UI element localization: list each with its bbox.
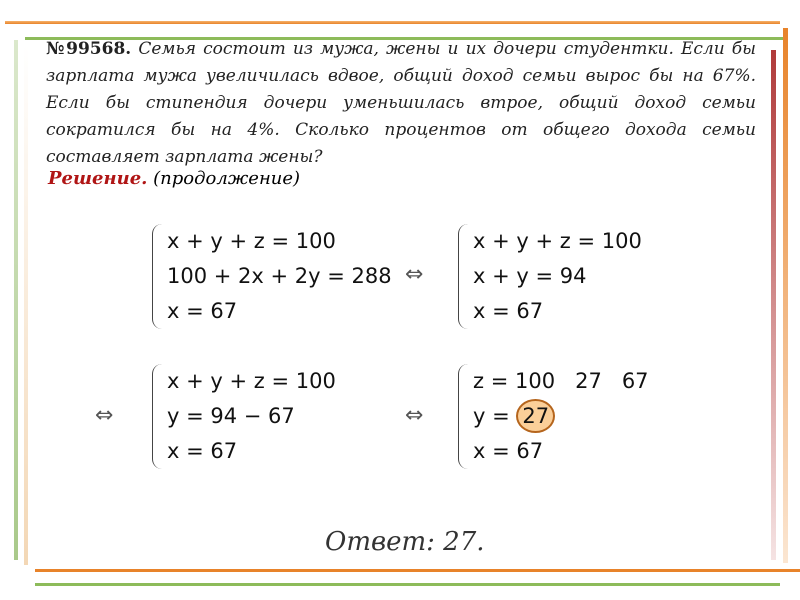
- equivalence-icon: ⇔: [405, 262, 424, 287]
- solution-note: (продолжение): [153, 168, 301, 189]
- right-orange-bar: [783, 28, 788, 563]
- equation: y = 94 − 67: [167, 404, 295, 428]
- highlighted-answer: 27: [516, 399, 555, 433]
- equation: x = 67: [473, 299, 544, 323]
- left-green-bar: [14, 40, 18, 560]
- problem-text: Семья состоит из мужа, жены и их дочери студентки. Если бы зарплата мужа увеличилась вдвое, общий доход семьи вырос бы на 67%. Если бы стипендия дочери уменьшилась втрое, общий доход семьи сократился бы на 4%. Сколько процентов от общего дохода семьи составляет зарплата жены?: [46, 39, 756, 167]
- equation-system-3: [152, 364, 336, 469]
- equation: 100 + 2x + 2y = 288: [167, 264, 392, 288]
- equation: x = 67: [473, 439, 544, 463]
- equation-system-2: [458, 224, 642, 329]
- answer: Ответ: 27.: [325, 527, 485, 557]
- equation-system-4: [458, 364, 649, 469]
- top-orange-rule: [5, 21, 780, 24]
- bottom-orange-rule: [35, 569, 800, 572]
- problem-statement: [46, 36, 756, 171]
- equation: z = 100 27 67: [473, 369, 649, 393]
- equation: [473, 399, 649, 434]
- equation: x + y + z = 100: [167, 229, 336, 253]
- equation-system-1: [152, 224, 392, 329]
- problem-number: №99568.: [46, 39, 132, 59]
- equation-lhs: y =: [473, 404, 517, 428]
- bottom-green-rule: [35, 583, 780, 586]
- equation: x + y + z = 100: [167, 369, 336, 393]
- solution-label: Решение.: [48, 168, 148, 189]
- right-red-bar: [771, 50, 776, 560]
- equation: x + y = 94: [473, 264, 587, 288]
- equivalence-icon: ⇔: [95, 403, 114, 428]
- equation: x = 67: [167, 439, 238, 463]
- solution-heading: [48, 168, 300, 189]
- equivalence-icon: ⇔: [405, 403, 424, 428]
- left-tan-bar: [24, 45, 28, 565]
- equation: x = 67: [167, 299, 238, 323]
- equation: x + y + z = 100: [473, 229, 642, 253]
